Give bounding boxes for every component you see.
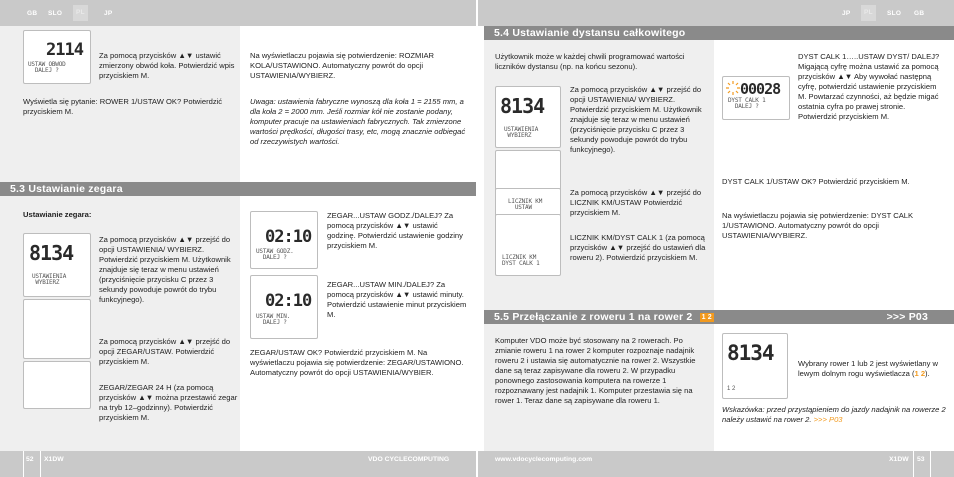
dist-p5: DYST CALK 1…..USTAW DYST/ DALEJ? Migającą cyfrę można ustawić za pomocą przycisków ▲▼ Aby wywołać następną cyfrę, potwierdzić ustawienie przyciskiem M. Powtarzać czynności, aż będzie migać ostatnia cyfra po prawej stronie. Potwierdzić przyciskiem M. [798, 52, 940, 122]
footer-divider-right [913, 451, 914, 477]
lcd-bike-select: 8134 1 2 [722, 333, 788, 399]
dist-p3: Za pomocą przycisków ▲▼ przejść do LICZNIK KM/USTAW Potwierdzić przyciskiem M. [570, 188, 702, 218]
bike-hint-ref[interactable]: >>> P03 [813, 415, 843, 425]
lang-gb-right: GB [914, 10, 925, 17]
blink-icon [726, 81, 740, 95]
left-header-bar [0, 0, 476, 26]
dist-p2: Za pomocą przycisków ▲▼ przejść do opcji USTAWIENIA/ WYBIERZ. Potwierdzić przyciskiem M. Użytkownik znajduje się teraz w menu ustawień (przyciśnięcie przycisku C przez 3 sekundy powoduje powrót do trybu funkcyjnego). [570, 85, 702, 155]
lcd-blank-2 [23, 361, 91, 409]
left-col2-note: Uwaga: ustawienia fabryczne wynoszą dla koła 1 = 2155 mm, a dla koła 2 = 2000 mm. Jeśli rozmiar kół nie zostanie podany, komputer pracuje na ustawieniach fabrycznych. Tak zmierzone wartości prędkości, długości trasy, etc, mogą znacznie odbiegać od rzeczywistych wartości. [250, 97, 466, 147]
footer-brand: VDO CYCLECOMPUTING [368, 456, 450, 463]
lcd-settings-select: 8134 USTAWIENIA WYBIERZ [23, 233, 91, 297]
lang-jp-right: JP [842, 10, 851, 17]
left-page-number: 52 [26, 456, 34, 463]
lang-slo: SLO [48, 10, 63, 17]
left-model: X1DW [44, 456, 64, 463]
lcd-odometer-set: LICZNIK KM USTAW [495, 188, 561, 224]
lang-slo-right: SLO [887, 10, 902, 17]
clock-p6: ZEGAR/USTAW OK? Potwierdzić przyciskiem M. Na wyświetlaczu pojawia się potwierdzenie: ZEGAR/USTAWIONO. Automatyczny powrót do opcji USTAWIENIA/WYBIER. [250, 348, 464, 378]
bike-hint: Wskazówka: przed przystąpieniem do jazdy nadajnik na rowerze 2 należy ustawić na rower 2. >>> P03 [722, 405, 946, 425]
section-5-5-title: 5.5 Przełączanie z roweru 1 na rower 2 [494, 311, 693, 323]
lcd-set-hour: 02:10 USTAW GODZ. DALEJ ? [250, 211, 318, 269]
lang-pl-right-active: PL [861, 5, 876, 21]
left-col2-p1: Na wyświetlaczu pojawia się potwierdzenie: ROZMIAR KOLA/USTAWIONO. Automatyczny powrót do opcji USTAWIENIA/WYBIERZ. [250, 51, 435, 81]
footer-divider-left [23, 451, 24, 477]
lang-pl-active: PL [73, 5, 88, 21]
footer-url[interactable]: www.vdocyclecomputing.com [495, 456, 593, 463]
footer-divider-left-2 [40, 451, 41, 477]
section-5-4-title: 5.4 Ustawianie dystansu całkowitego [484, 26, 954, 40]
left-col1-p2: Wyświetla się pytanie: ROWER 1/USTAW OK? Potwierdzić przyciskiem M. [23, 97, 223, 117]
clock-p4: ZEGAR...USTAW GODZ./DALEJ? Za pomocą przycisków ▲▼ ustawić godzinę. Potwierdzić ustawienie godziny przyciskiem M. [327, 211, 463, 251]
section-5-5-header [484, 310, 954, 324]
lcd-total-dist: LICZNIK KM DYST CALK 1 [495, 214, 561, 276]
left-col1-p1: Za pomocą przycisków ▲▼ ustawić zmierzony obwód koła. Potwierdzić wpis przyciskiem M. [99, 51, 235, 81]
clock-p2: Za pomocą przycisków ▲▼ przejść do opcji ZEGAR/USTAW. Potwierdzić przyciskiem M. [99, 337, 231, 367]
right-model: X1DW [889, 456, 909, 463]
lang-gb: GB [27, 10, 38, 17]
clock-p5: ZEGAR...USTAW MIN./DALEJ? Za pomocą przycisków ▲▼ ustawić minuty. Potwierdzić ustawienie minut przyciskiem M. [327, 280, 467, 320]
bike-badge: 1 2 [701, 314, 712, 321]
dist-p1: Użytkownik może w każdej chwili programować wartości liczników dystansu (np. na końcu sezonu). [495, 52, 685, 72]
section-5-3-title: 5.3 Ustawianie zegara [0, 182, 476, 196]
section-5-5-ref[interactable]: >>> P03 [886, 311, 928, 323]
clock-p1: Za pomocą przycisków ▲▼ przejść do opcji USTAWIENIA/ WYBIERZ. Potwierdzić przyciskiem M. Użytkownik znajduje się teraz w menu ustawień (przyciśnięcie przycisku C przez 3 sekundy powoduje powrót do trybu funkcyjnego). [99, 235, 231, 305]
right-page-number: 53 [917, 456, 925, 463]
lcd-bike-indicator: 1 2 [727, 386, 736, 392]
dist-p7: Na wyświetlaczu pojawia się potwierdzenie: DYST CALK 1/USTAWIONO. Automatyczny powrót do opcji USTAWIENIA/WYBIERZ. [722, 211, 914, 241]
bike-p2: Wybrany rower 1 lub 2 jest wyświetlany w lewym dolnym rogu wyświetlacza (1 2). [798, 359, 939, 379]
bike-p1: Komputer VDO może być stosowany na 2 rowerach. Po zmianie roweru 1 na rower 2 komputer rozpoznaje nadajnik roweru 2 i ustawia się automatycznie na rower 2. Wszystkie dane są teraz zapisywane dla roweru 2. W przypadku ponownego zastosowania komputera na rowerze 1 rozpoznawany jest nadajnik 1. Komputer przestawia się na rower 1. Teraz dane są zapisywane dla roweru 1. [495, 336, 696, 406]
footer-divider-right-2 [930, 451, 931, 477]
sub-heading-clock: Ustawianie zegara: [23, 210, 92, 219]
lcd-set-minute: 02:10 USTAW MIN. DALEJ ? [250, 275, 318, 339]
lcd-right-settings: 8134 USTAWIENIA WYBIERZ [495, 86, 561, 148]
dist-p6: DYST CALK 1/USTAW OK? Potwierdzić przyciskiem M. [722, 177, 910, 186]
lang-jp: JP [104, 10, 113, 17]
clock-p3: ZEGAR/ZEGAR 24 H (za pomocą przycisków ▲▼ można przestawić zegar na tryb 12–godzinny). Potwierdzić przyciskiem M. [99, 383, 238, 423]
lcd-blank-1 [23, 299, 91, 359]
dist-p4: LICZNIK KM/DYST CALK 1 (za pomocą przycisków ▲▼ przejść do ustawień dla roweru 2). Potwierdzić przyciskiem M. [570, 233, 706, 263]
lcd-digit-set: 00028 DYST CALK 1 DALEJ ? [722, 76, 790, 120]
right-header-bar [478, 0, 954, 26]
lcd-wheel-size: 2114 USTAW OBWOD DALEJ ? [23, 30, 91, 84]
